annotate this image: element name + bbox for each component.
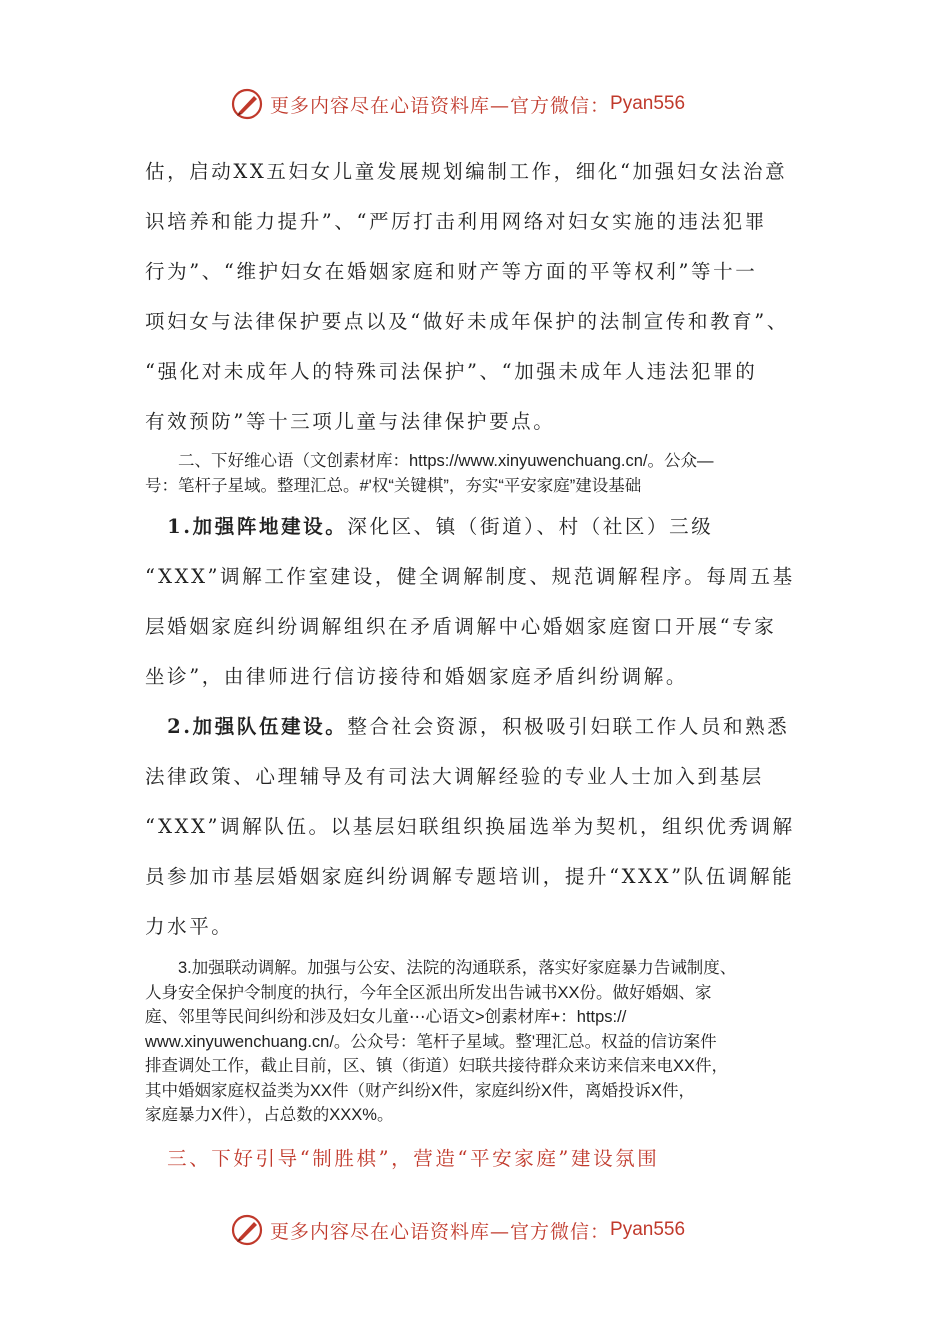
banner-text: 更多内容尽在心语资料库—官方微信： — [270, 1220, 611, 1243]
text-line: 员参加市基层婚姻家庭纠纷调解专题培训，提升“XXX”队伍调解能 — [145, 865, 795, 888]
text-line: “强化对未成年人的特殊司法保护”、“加强未成年人违法犯罪的 — [145, 360, 758, 383]
text-line: 3.加强联动调解。加强与公安、法院的沟通联系，落实好家庭暴力告诫制度、 — [145, 959, 737, 977]
text-line: 法律政策、心理辅导及有司法大调解经验的专业人士加入到基层 — [145, 765, 764, 788]
pen-logo-icon — [230, 87, 264, 121]
text-line: 庭、邻里等民间纠纷和涉及妇女儿童⋯心语文>创素材库+：https:// — [145, 1008, 627, 1026]
text-line: 二、下好维心语（文创素材库：https://www.xinyuwenchuang.cn/。公众— — [145, 452, 714, 470]
text-line: 项妇女与法律保护要点以及“做好未成年保护的法制宣传和教育”、 — [145, 310, 789, 333]
subheading: 1.加强阵地建设。 — [167, 515, 348, 538]
text-line: “XXX”调解队伍。以基层妇联组织换届选举为契机，组织优秀调解 — [145, 815, 795, 838]
text-line: “XXX”调解工作室建设，健全调解制度、规范调解程序。每周五基 — [145, 565, 795, 588]
text-line: 人身安全保护令制度的执行，今年全区派出所发出告诫书XX份。做好婚姻、家 — [145, 983, 712, 1002]
paragraph-4 — [145, 702, 825, 952]
text-line: 识培养和能力提升”、“严厉打击利用网络对妇女实施的违法犯罪 — [145, 210, 767, 233]
heading-text: 三、下好引导“制胜棋”，营造“平安家庭”建设氛围 — [167, 1146, 660, 1170]
banner-text: 更多内容尽在心语资料库—官方微信： — [270, 94, 611, 117]
document-body — [145, 147, 825, 1184]
paragraph-3 — [145, 502, 825, 702]
paragraph-2 — [145, 449, 825, 498]
banner-wechat-id: Pyan556 — [610, 93, 686, 114]
text-span: 整合社会资源，积极吸引妇联工作人员和熟悉 — [347, 715, 790, 738]
text-line: 其中婚姻家庭权益类为XX件（财产纠纷X件，家庭纠纷X件，离婚投诉X件， — [145, 1081, 696, 1100]
text-line: 有效预防”等十三项儿童与法律保护要点。 — [145, 410, 556, 433]
pen-logo-icon — [230, 1213, 264, 1247]
paragraph-1 — [145, 147, 825, 447]
text-line: 行为”、“维护妇女在婚姻家庭和财产等方面的平等权利”等十一 — [145, 260, 758, 283]
text-line: 家庭暴力X件），占总数的XXX%。 — [145, 1106, 394, 1124]
banner-wechat-id: Pyan556 — [610, 1219, 686, 1240]
text-line: 坐诊”，由律师进行信访接待和婚姻家庭矛盾纠纷调解。 — [145, 665, 688, 688]
text-line — [145, 502, 825, 552]
header-banner — [230, 86, 685, 122]
footer-banner — [230, 1212, 685, 1248]
subheading: 2.加强队伍建设。 — [167, 715, 348, 738]
text-line: 力水平。 — [145, 915, 234, 938]
text-line: 号：笔杆子星域。整理汇总。#'权“关键棋”，夯实“平安家庭”建设基础 — [145, 476, 642, 495]
paragraph-5 — [145, 956, 825, 1128]
text-line — [145, 702, 825, 752]
text-line: www.xinyuwenchuang.cn/。公众号：笔杆子星域。整'理汇总。权益的信访案件 — [145, 1032, 717, 1051]
text-line: 层婚姻家庭纠纷调解组织在矛盾调解中心婚姻家庭窗口开展“专家 — [145, 615, 777, 638]
section-heading-3 — [145, 1134, 825, 1184]
text-line: 排查调处工作，截止目前，区、镇（街道）妇联共接待群众来访来信来电XX件， — [145, 1057, 729, 1075]
text-span: 深化区、镇（街道）、村（社区）三级 — [347, 515, 714, 538]
text-line: 估，启动XX五妇女儿童发展规划编制工作，细化“加强妇女法治意 — [145, 160, 788, 183]
